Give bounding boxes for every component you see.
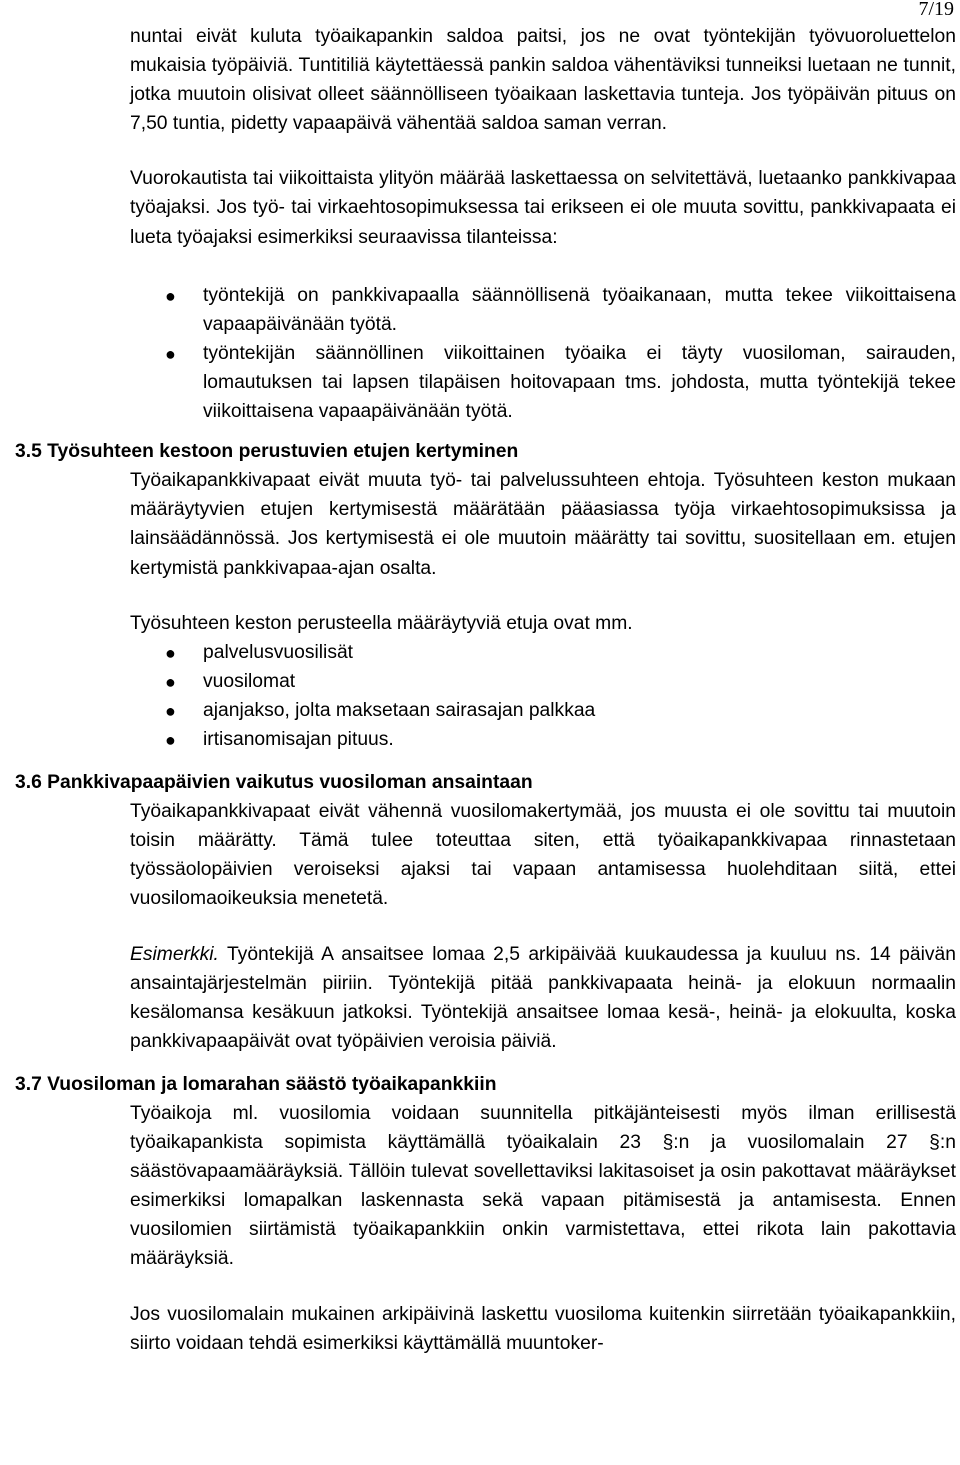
section-heading-3-6: 3.6 Pankkivapaapäivien vaikutus vuosiloman ansaintaan bbox=[15, 772, 533, 794]
paragraph-ylityo: Vuorokautista tai viikoittaista ylityön määrää laskettaessa on selvitettävä, luetaanko pankkivapaa työajaksi. Jos työ- tai virkaehtosopimuksessa tai erikseen ei ole muuta sovittu, pankkivapaata ei lueta työajaksi esimerkiksi seuraavissa tilanteissa: bbox=[130, 168, 956, 248]
bullet-icon: ● bbox=[165, 700, 176, 721]
page-number: 7/19 bbox=[918, 0, 954, 20]
paragraph-siirto: Jos vuosilomalain mukainen arkipäivinä laskettu vuosiloma kuitenkin siirretään työaikapankkiin, siirto voidaan tehdä esimerkiksi käyttämällä muuntoker- bbox=[130, 1303, 956, 1354]
section-heading-3-7: 3.7 Vuosiloman ja lomarahan säästö työaikapankkiin bbox=[15, 1073, 497, 1095]
bullet-list-benefits bbox=[130, 638, 956, 754]
paragraph-esimerkki: Esimerkki. Työntekijä A ansaitsee lomaa 2,5 arkipäivää kuukaudessa ja kuuluu ns. 14 päivän ansaintajärjestelmän piiriin. Työntekijä pitää pankkivapaata heinä- ja elokuun normaalin kesälomansa kesäkuun jatkoksi. Työntekijä ansaitsee lomaa kesä-, heinä- ja elokuulta, koska pankkivapaapäivät ovat työpäivien veroisia päiviä. bbox=[130, 943, 956, 1052]
list-item: ● työntekijä on pankkivapaalla säännöllisenä työaikanaan, mutta tekee viikoittaisena vapaapäivänään työtä. bbox=[130, 281, 956, 339]
list-item: ● palvelusvuosilisät bbox=[130, 638, 956, 667]
section-heading-3-5: 3.5 Työsuhteen kestoon perustuvien etujen kertyminen bbox=[15, 441, 519, 463]
paragraph-saastovapaa: Työaikoja ml. vuosilomia voidaan suunnitella pitkäjänteisesti myös ilman erillisestä työaikapankista sopimista käyttämällä työaikalain 23 §:n ja vuosilomalain 27 §:n säästövapaamääräyksiä. Tällöin tulevat sovellettaviksi lakitasoiset ja osin pakottavat määräykset esimerkiksi lomapalkan laskennasta sekä vapaan pitämisestä ja antamisesta. Ennen vuosilomien siirtämistä työaikapankkiin onkin varmistettava, ettei rikota lain pakottavia määräyksiä. bbox=[130, 1103, 956, 1270]
bullet-icon: ● bbox=[165, 642, 176, 663]
paragraph-vuosiloman-ansainta: Työaikapankkivapaat eivät vähennä vuosilomakertymää, jos muusta ei ole sovittu tai muutoin toisin määrätty. Tämä tulee toteuttaa siten, että työaikapankkivapaa rinnastetaan työssäolopäivien veroiseksi ajaksi tai vapaan antamisessa huolehditaan siitä, ettei vuosilomaoikeuksia menetetä. bbox=[130, 801, 956, 910]
list-item: ● työntekijän säännöllinen viikoittainen työaika ei täyty vuosiloman, sairauden, lomautuksen tai lapsen tilapäisen hoitovapaan tms. johdosta, mutta työntekijä tekee viikoittaisena vapaapäivänään työtä. bbox=[130, 339, 956, 426]
list-item: ● irtisanomisajan pituus. bbox=[130, 725, 956, 754]
list-item: ● ajanjakso, jolta maksetaan sairasajan palkkaa bbox=[130, 696, 956, 725]
bullet-icon: ● bbox=[165, 285, 176, 306]
paragraph-saldo: nuntai eivät kuluta työaikapankin saldoa paitsi, jos ne ovat työntekijän työvuoroluettelon mukaisia työpäiviä. Tuntitiliä käytettäessä pankin saldoa vähentäviksi tunneiksi luetaan ne tunnit, jotka muutoin olisivat olleet säännölliseen työaikaan laskettavia tunteja. Jos työpäivän pituus on 7,50 tuntia, pidetty vapaapäivä vähentää saldoa saman verran. bbox=[130, 26, 956, 135]
list-item: ● vuosilomat bbox=[130, 667, 956, 696]
bullet-icon: ● bbox=[165, 343, 176, 364]
bullet-icon: ● bbox=[165, 729, 176, 750]
document-body bbox=[15, 22, 956, 1358]
bullet-icon: ● bbox=[165, 671, 176, 692]
paragraph-etujen-kertyminen: Työaikapankkivapaat eivät muuta työ- tai palvelussuhteen ehtoja. Työsuhteen keston mukaan määräytyvien etujen kertymisestä määrätään pääasiassa työja virkaehtosopimuksissa ja lainsäädännössä. Jos kertymisestä ei ole muutoin määrätty tai sovittu, suositellaan em. etujen kertymistä pankkivapaa-ajan osalta. bbox=[130, 470, 956, 579]
example-label: Esimerkki. bbox=[130, 943, 219, 965]
bullet-list-situations bbox=[130, 281, 956, 426]
paragraph-etuja-ovat: Työsuhteen keston perusteella määräytyviä etuja ovat mm. bbox=[130, 612, 633, 634]
